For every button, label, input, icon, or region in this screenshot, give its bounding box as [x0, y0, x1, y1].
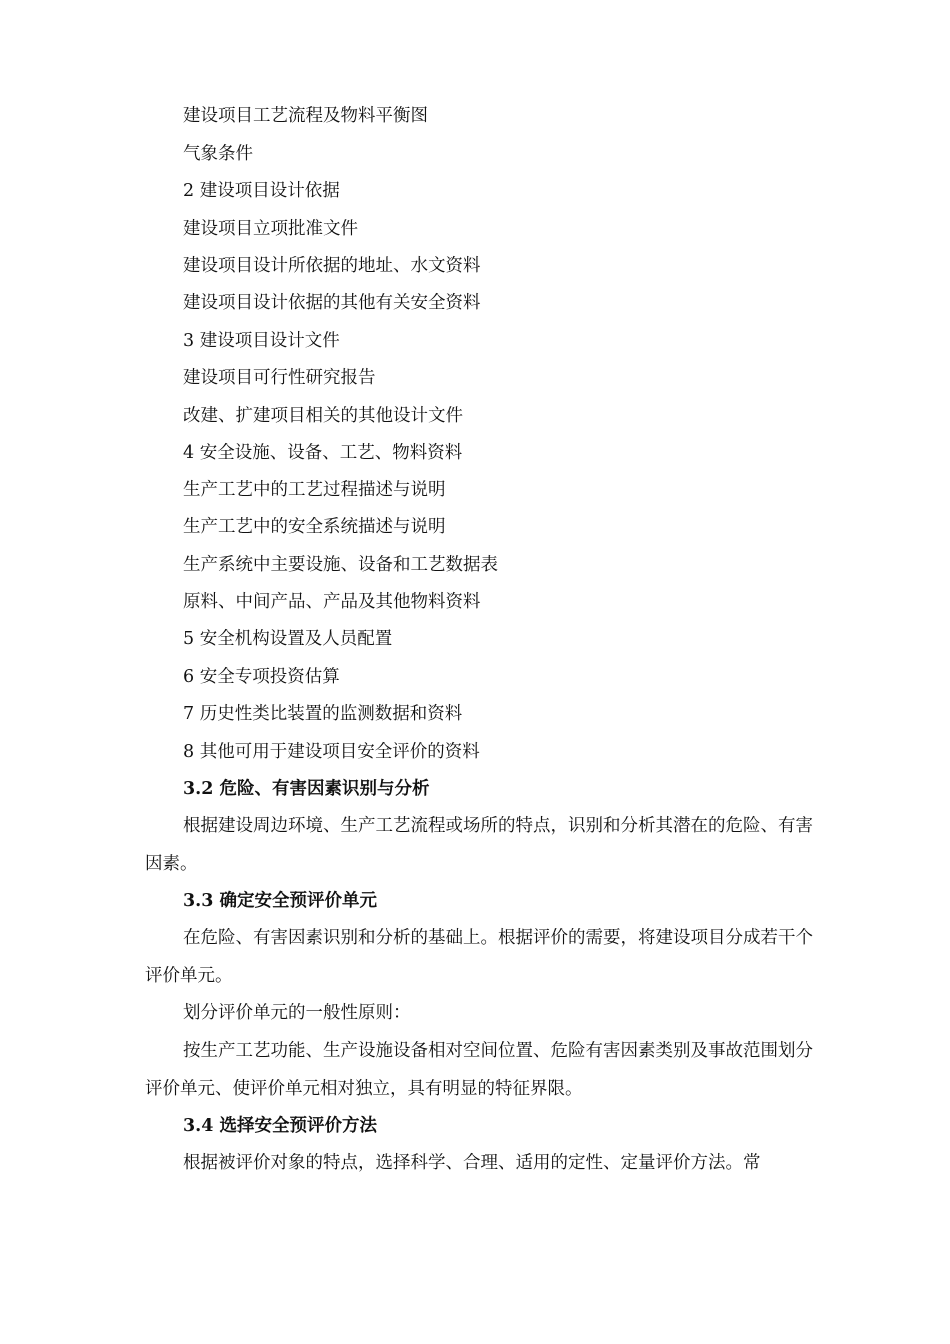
paragraph-3-4: 根据被评价对象的特点，选择科学、合理、适用的定性、定量评价方法。常 — [183, 1153, 761, 1173]
list-item: 建设项目设计所依据的地址、水文资料 — [183, 256, 481, 276]
list-item: 2 建设项目设计依据 — [183, 181, 340, 201]
section-heading-3-2: 3.2 危险、有害因素识别与分析 — [183, 779, 430, 799]
list-item: 生产系统中主要设施、设备和工艺数据表 — [183, 555, 498, 575]
section-heading-3-4: 3.4 选择安全预评价方法 — [183, 1116, 378, 1136]
list-item: 改建、扩建项目相关的其他设计文件 — [183, 406, 463, 426]
list-item: 5 安全机构设置及人员配置 — [183, 629, 393, 649]
paragraph-3-3-a: 在危险、有害因素识别和分析的基础上。根据评价的需要，将建设项目分成若干个评价单元。 — [145, 928, 813, 986]
section-heading-3-3: 3.3 确定安全预评价单元 — [183, 891, 378, 911]
list-item: 建设项目立项批准文件 — [183, 219, 358, 239]
list-item: 8 其他可用于建设项目安全评价的资料 — [183, 742, 480, 762]
list-item: 建设项目设计依据的其他有关安全资料 — [183, 293, 481, 313]
list-item: 7 历史性类比装置的监测数据和资料 — [183, 704, 463, 724]
list-item: 6 安全专项投资估算 — [183, 667, 340, 687]
list-item: 建设项目工艺流程及物料平衡图 — [183, 106, 428, 126]
list-item: 原料、中间产品、产品及其他物料资料 — [183, 592, 481, 612]
list-item: 气象条件 — [183, 144, 253, 164]
paragraph-3-3-c: 按生产工艺功能、生产设施设备相对空间位置、危险有害因素类别及事故范围划分评价单元、使评价单元相对独立，具有明显的特征界限。 — [145, 1041, 813, 1099]
paragraph-3-3-b: 划分评价单元的一般性原则： — [183, 1003, 411, 1023]
list-item: 4 安全设施、设备、工艺、物料资料 — [183, 443, 463, 463]
list-item: 3 建设项目设计文件 — [183, 331, 340, 351]
paragraph-3-2: 根据建设周边环境、生产工艺流程或场所的特点，识别和分析其潜在的危险、有害因素。 — [145, 816, 813, 874]
list-item: 生产工艺中的安全系统描述与说明 — [183, 517, 446, 537]
list-item: 生产工艺中的工艺过程描述与说明 — [183, 480, 446, 500]
list-item: 建设项目可行性研究报告 — [183, 368, 376, 388]
